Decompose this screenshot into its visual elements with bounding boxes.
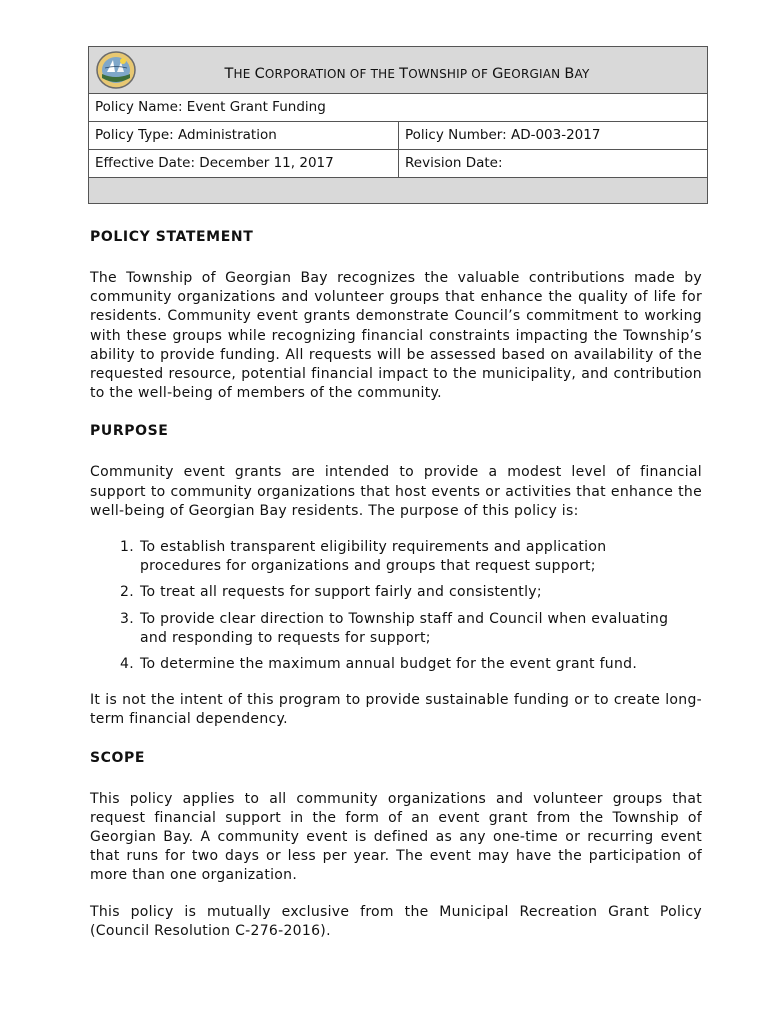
scope-text-2: This policy is mutually exclusive from the Municipal Recreation Grant Policy (Council Resolution C-276-2016).: [90, 903, 702, 939]
purpose-heading: PURPOSE: [90, 423, 169, 440]
list-item: 1. To establish transparent eligibility requirements and application procedures for organizations and groups that request support;: [120, 539, 607, 575]
purpose-list: [90, 538, 702, 674]
scope-text-1: This policy applies to all community organizations and volunteer groups that request financial support in the form of an event grant from the Township of Georgian Bay. A community event is defined as any one-time or recurring event that runs for two days or less per year. The event may have the participation of more than one organization.: [90, 790, 702, 884]
policy-statement-text: The Township of Georgian Bay recognizes the valuable contributions made by community organizations and volunteer groups that enhance the quality of life for residents. Community event grants demonstrate Council’s commitment to working with these groups while recognizing financial constraints impacting the Township’s ability to provide funding. All requests will be assessed based on availability of the requested resource, potential financial impact to the municipality, and contribution to the well-being of members of the community.: [90, 270, 702, 402]
scope-heading: SCOPE: [90, 749, 146, 766]
header-title: THE CORPORATION OF THE TOWNSHIP OF GEORGIAN BAY: [224, 66, 590, 82]
list-item: 4. To determine the maximum annual budget for the event grant fund.: [120, 656, 638, 673]
policy-dates-row: [89, 149, 707, 177]
purpose-intro: Community event grants are intended to provide a modest level of financial support to community organizations that host events or activities that enhance the well-being of Georgian Bay residents. The purpose of this policy is:: [90, 464, 702, 519]
header-blank-row: [89, 177, 707, 203]
effective-date: Effective Date: December 11, 2017: [89, 150, 399, 177]
purpose-closing: It is not the intent of this program to provide sustainable funding or to create long-term financial dependency.: [90, 692, 702, 728]
policy-statement-heading: POLICY STATEMENT: [90, 229, 254, 245]
header-title-row: [89, 47, 707, 93]
policy-name-row: [89, 93, 707, 121]
revision-date: Revision Date:: [405, 155, 503, 171]
policy-type: Policy Type: Administration: [89, 122, 399, 149]
policy-type-row: [89, 121, 707, 149]
policy-number: Policy Number: AD-003-2017: [405, 127, 601, 143]
list-item: 2. To treat all requests for support fairly and consistently;: [120, 584, 542, 601]
policy-body: [90, 226, 702, 941]
list-item: 3. To provide clear direction to Township staff and Council when evaluating and responding to requests for support;: [120, 610, 669, 646]
policy-name: Policy Name: Event Grant Funding: [95, 99, 326, 115]
policy-header-table: [88, 46, 708, 204]
